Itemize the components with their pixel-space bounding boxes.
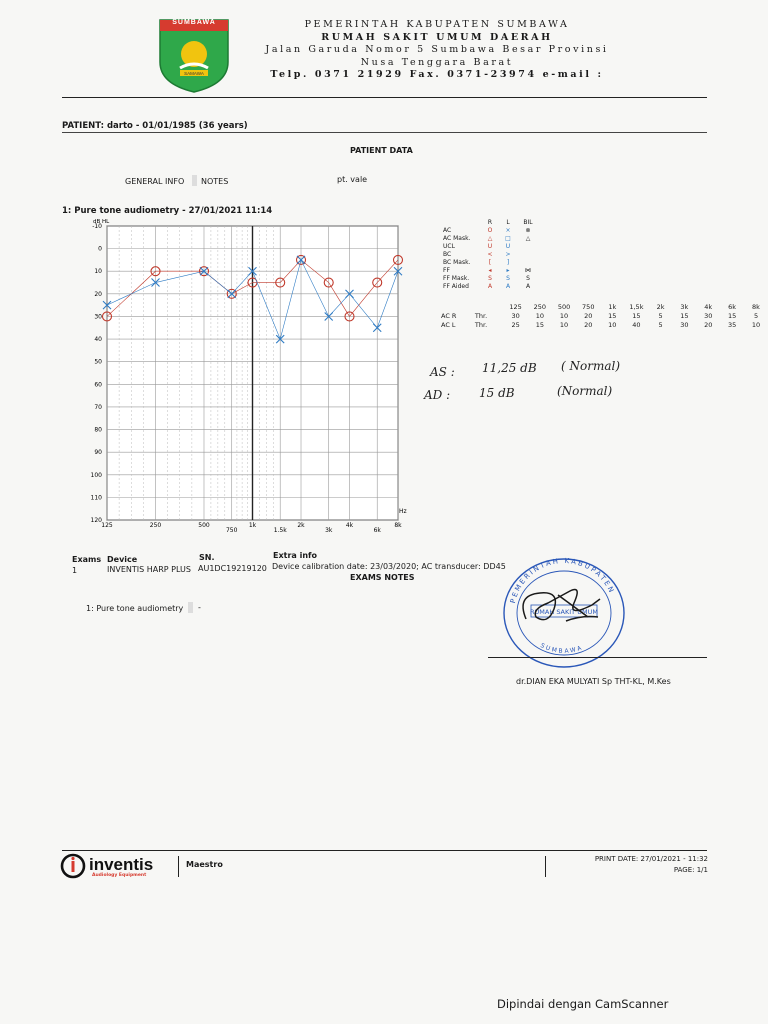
threshold-value: 30 xyxy=(511,311,520,320)
legend-row-label: UCL xyxy=(443,243,455,250)
y-tick-label: 30 xyxy=(94,313,102,321)
x-tick-label: 250 xyxy=(149,522,162,529)
footer-product: Maestro xyxy=(186,860,223,869)
svg-text:SUMBAWA xyxy=(539,642,584,655)
y-tick-label: 80 xyxy=(94,426,102,434)
svg-text:PEMERINTAH KABUPATEN xyxy=(509,557,616,604)
exams-col-extra: Extra info xyxy=(273,551,317,560)
patient-line: PATIENT: darto - 01/01/1985 (36 years) xyxy=(62,121,248,131)
legend-symbol-bil: ⋈ xyxy=(525,267,531,274)
threshold-value: 25 xyxy=(511,320,520,329)
threshold-value: 10 xyxy=(535,311,544,320)
legend-symbol-bil: ⊗ xyxy=(525,227,531,234)
threshold-value: 15 xyxy=(535,320,544,329)
footer-rule xyxy=(62,850,707,851)
legend-row xyxy=(441,243,539,251)
legend-row xyxy=(441,275,539,283)
threshold-header: 125 xyxy=(509,302,522,311)
stamp-text-top: PEMERINTAH KABUPATEN xyxy=(508,556,617,605)
threshold-value: 20 xyxy=(704,320,713,329)
legend-symbol-r: U xyxy=(487,243,493,250)
tab-separator xyxy=(192,175,197,186)
x-tick-label: 4k xyxy=(345,522,354,529)
y-tick-label: 50 xyxy=(94,358,102,366)
exam-note-item: 1: Pure tone audiometry xyxy=(86,604,184,613)
header-line-4: Nusa Tenggara Barat xyxy=(360,57,514,68)
scanner-watermark: Dipindai dengan CamScanner xyxy=(497,997,669,1011)
ad-value: 15 dB xyxy=(479,386,515,400)
footer-print-date: PRINT DATE: 27/01/2021 - 11:32 xyxy=(594,855,708,863)
legend-row-label: FF xyxy=(443,267,450,274)
legend-row-label: BC xyxy=(443,251,452,258)
threshold-row xyxy=(439,311,768,320)
audiogram-chart xyxy=(60,216,420,538)
threshold-value: 35 xyxy=(727,320,737,329)
legend-symbol-r: < xyxy=(487,251,493,258)
y-tick-label: 90 xyxy=(94,449,102,457)
legend-symbol-l: S xyxy=(506,275,510,282)
threshold-value: 10 xyxy=(559,320,569,329)
exam-note-value: - xyxy=(198,603,201,612)
legend-symbol-r: S xyxy=(488,275,492,282)
exam-row-device: INVENTIS HARP PLUS xyxy=(107,565,191,574)
legend-row-label: AC xyxy=(443,227,452,234)
symbol-legend xyxy=(441,219,539,291)
y-unit-label: dB HL xyxy=(93,219,110,225)
threshold-header: 750 xyxy=(582,302,595,311)
threshold-value: 20 xyxy=(584,311,593,320)
threshold-header: 1k xyxy=(608,302,617,311)
legend-symbol-r: ◂ xyxy=(488,267,492,274)
exam-row-sn: AU1DC19219120 xyxy=(198,564,267,573)
legend-row-label: FF Mask. xyxy=(443,275,470,282)
footer-brand: inventis xyxy=(89,855,154,874)
patient-rule xyxy=(62,132,707,133)
patient-note: pt. vale xyxy=(337,175,368,184)
legend-col-bil: BIL xyxy=(523,219,533,226)
y-tick-label: 120 xyxy=(90,517,102,524)
threshold-value: 5 xyxy=(658,320,663,329)
y-tick-label: 100 xyxy=(90,471,102,479)
logo-text: SUMBAWA xyxy=(172,19,216,26)
legend-row-label: AC Mask. xyxy=(443,235,471,242)
as-note: ( Normal) xyxy=(561,359,621,373)
threshold-table xyxy=(439,302,768,329)
threshold-value: 15 xyxy=(632,311,641,320)
threshold-header: 500 xyxy=(557,302,571,311)
threshold-header: 3k xyxy=(680,302,689,311)
patient-data-title: PATIENT DATA xyxy=(350,146,413,155)
header-line-5: Telp. 0371 21929 Fax. 0371-23974 e-mail : xyxy=(270,69,604,80)
logo-ribbon: SAMAWA xyxy=(184,71,204,76)
x-tick-label: 750 xyxy=(225,527,238,534)
as-label: AS : xyxy=(430,365,455,379)
threshold-header: 1,5k xyxy=(629,302,644,311)
legend-row xyxy=(441,283,539,291)
legend-symbol-r: [ xyxy=(488,259,492,266)
stamp-text-mid: RUMAH SAKIT UMUM xyxy=(530,608,598,616)
x-tick-label: 1k xyxy=(248,522,257,529)
legend-col-r: R xyxy=(487,219,493,226)
legend-row xyxy=(441,227,539,235)
exam-row-extra: Device calibration date: 23/03/2020; AC transducer: DD45 xyxy=(272,562,506,571)
x-unit-label: Hz xyxy=(399,508,407,515)
header-line-3: Jalan Garuda Nomor 5 Sumbawa Besar Provinsi xyxy=(265,44,609,55)
threshold-row xyxy=(439,320,768,329)
legend-symbol-bil: △ xyxy=(525,235,531,242)
legend-symbol-r: O xyxy=(487,227,493,234)
threshold-value: 30 xyxy=(680,320,689,329)
legend-col-l: L xyxy=(506,219,510,226)
ad-label: AD : xyxy=(424,388,451,402)
y-tick-label: -10 xyxy=(92,223,102,230)
header-line-2: RUMAH SAKIT UMUM DAERAH xyxy=(321,32,553,43)
official-stamp xyxy=(496,551,632,671)
threshold-row-label: AC R xyxy=(441,311,457,320)
y-tick-label: 10 xyxy=(94,268,102,276)
legend-symbol-l: × xyxy=(505,227,511,234)
legend-symbol-l: U xyxy=(505,243,511,250)
x-tick-label: 8k xyxy=(394,522,402,529)
x-tick-label: 1.5k xyxy=(273,527,287,534)
threshold-header: 2k xyxy=(656,302,665,311)
legend-symbol-bil xyxy=(517,259,539,267)
signatory-name: dr.DIAN EKA MULYATI Sp THT-KL, M.Kes xyxy=(516,677,671,686)
legend-symbol-r: △ xyxy=(487,235,493,242)
y-tick-label: 60 xyxy=(94,381,102,389)
hospital-logo xyxy=(158,18,230,94)
x-tick-label: 6k xyxy=(373,527,381,534)
legend-symbol-l: □ xyxy=(505,235,511,242)
stamp-text-bottom: SUMBAWA xyxy=(539,642,585,655)
threshold-header: 250 xyxy=(533,302,547,311)
legend-row xyxy=(441,259,539,267)
threshold-value: 10 xyxy=(751,320,761,329)
threshold-value: 20 xyxy=(584,320,593,329)
footer-page: PAGE: 1/1 xyxy=(673,866,708,874)
threshold-header: 4k xyxy=(704,302,713,311)
x-tick-label: 125 xyxy=(101,522,113,529)
threshold-value: 40 xyxy=(632,320,641,329)
exams-col-device: Device xyxy=(107,555,138,564)
legend-symbol-bil: S xyxy=(526,275,530,282)
exams-col-exams: Exams xyxy=(72,555,102,564)
exam-row-number: 1 xyxy=(72,566,78,575)
y-tick-label: 40 xyxy=(94,336,102,344)
y-tick-label: 70 xyxy=(94,403,102,411)
note-separator xyxy=(188,602,193,613)
legend-row-label: FF Aided xyxy=(443,283,469,290)
header-rule xyxy=(62,97,707,98)
threshold-value: 5 xyxy=(658,311,663,320)
x-tick-label: 2k xyxy=(297,522,305,529)
threshold-value: 15 xyxy=(680,311,689,320)
footer-brand-sub: Audiology Equipment xyxy=(92,873,147,878)
audiogram-title: 1: Pure tone audiometry - 27/01/2021 11:14 xyxy=(62,206,273,216)
as-value: 11,25 dB xyxy=(482,361,537,375)
inventis-logo-icon xyxy=(60,853,86,879)
header-line-1: PEMERINTAH KABUPATEN SUMBAWA xyxy=(304,19,570,30)
legend-symbol-l: ] xyxy=(506,259,510,266)
signature-line xyxy=(488,657,707,658)
legend-symbol-bil xyxy=(517,251,539,259)
legend-symbol-bil xyxy=(517,243,539,251)
legend-symbol-l: > xyxy=(505,251,511,258)
threshold-value: 15 xyxy=(608,311,617,320)
footer-divider-right xyxy=(545,856,546,877)
y-tick-label: 20 xyxy=(94,290,102,298)
threshold-row-sub: Thr. xyxy=(474,320,488,329)
y-tick-label: 0 xyxy=(98,245,102,253)
legend-row xyxy=(441,267,539,275)
exams-col-sn: SN. xyxy=(199,553,215,562)
threshold-value: 10 xyxy=(559,311,569,320)
exams-notes-title: EXAMS NOTES xyxy=(350,573,415,582)
legend-symbol-r: A xyxy=(487,283,493,290)
threshold-header: 6k xyxy=(728,302,737,311)
threshold-value: 5 xyxy=(753,311,759,320)
legend-symbol-l: ▸ xyxy=(506,267,510,274)
legend-row xyxy=(441,235,539,243)
legend-symbol-l: A xyxy=(505,283,511,290)
threshold-header: 8k xyxy=(752,302,760,311)
legend-row xyxy=(441,251,539,259)
x-tick-label: 3k xyxy=(325,527,333,534)
threshold-value: 10 xyxy=(608,320,617,329)
legend-symbol-bil: A xyxy=(525,283,531,290)
threshold-row-label: AC L xyxy=(441,320,456,329)
x-tick-label: 500 xyxy=(198,522,210,529)
threshold-value: 30 xyxy=(704,311,713,320)
threshold-row-sub: Thr. xyxy=(474,311,488,320)
tab-general-info[interactable]: GENERAL INFO xyxy=(125,177,185,186)
ad-note: (Normal) xyxy=(557,384,613,398)
y-tick-label: 110 xyxy=(90,494,102,502)
threshold-value: 15 xyxy=(727,311,737,320)
tab-notes[interactable]: NOTES xyxy=(201,177,229,186)
footer-divider-left xyxy=(178,856,179,877)
legend-row-label: BC Mask. xyxy=(443,259,471,266)
